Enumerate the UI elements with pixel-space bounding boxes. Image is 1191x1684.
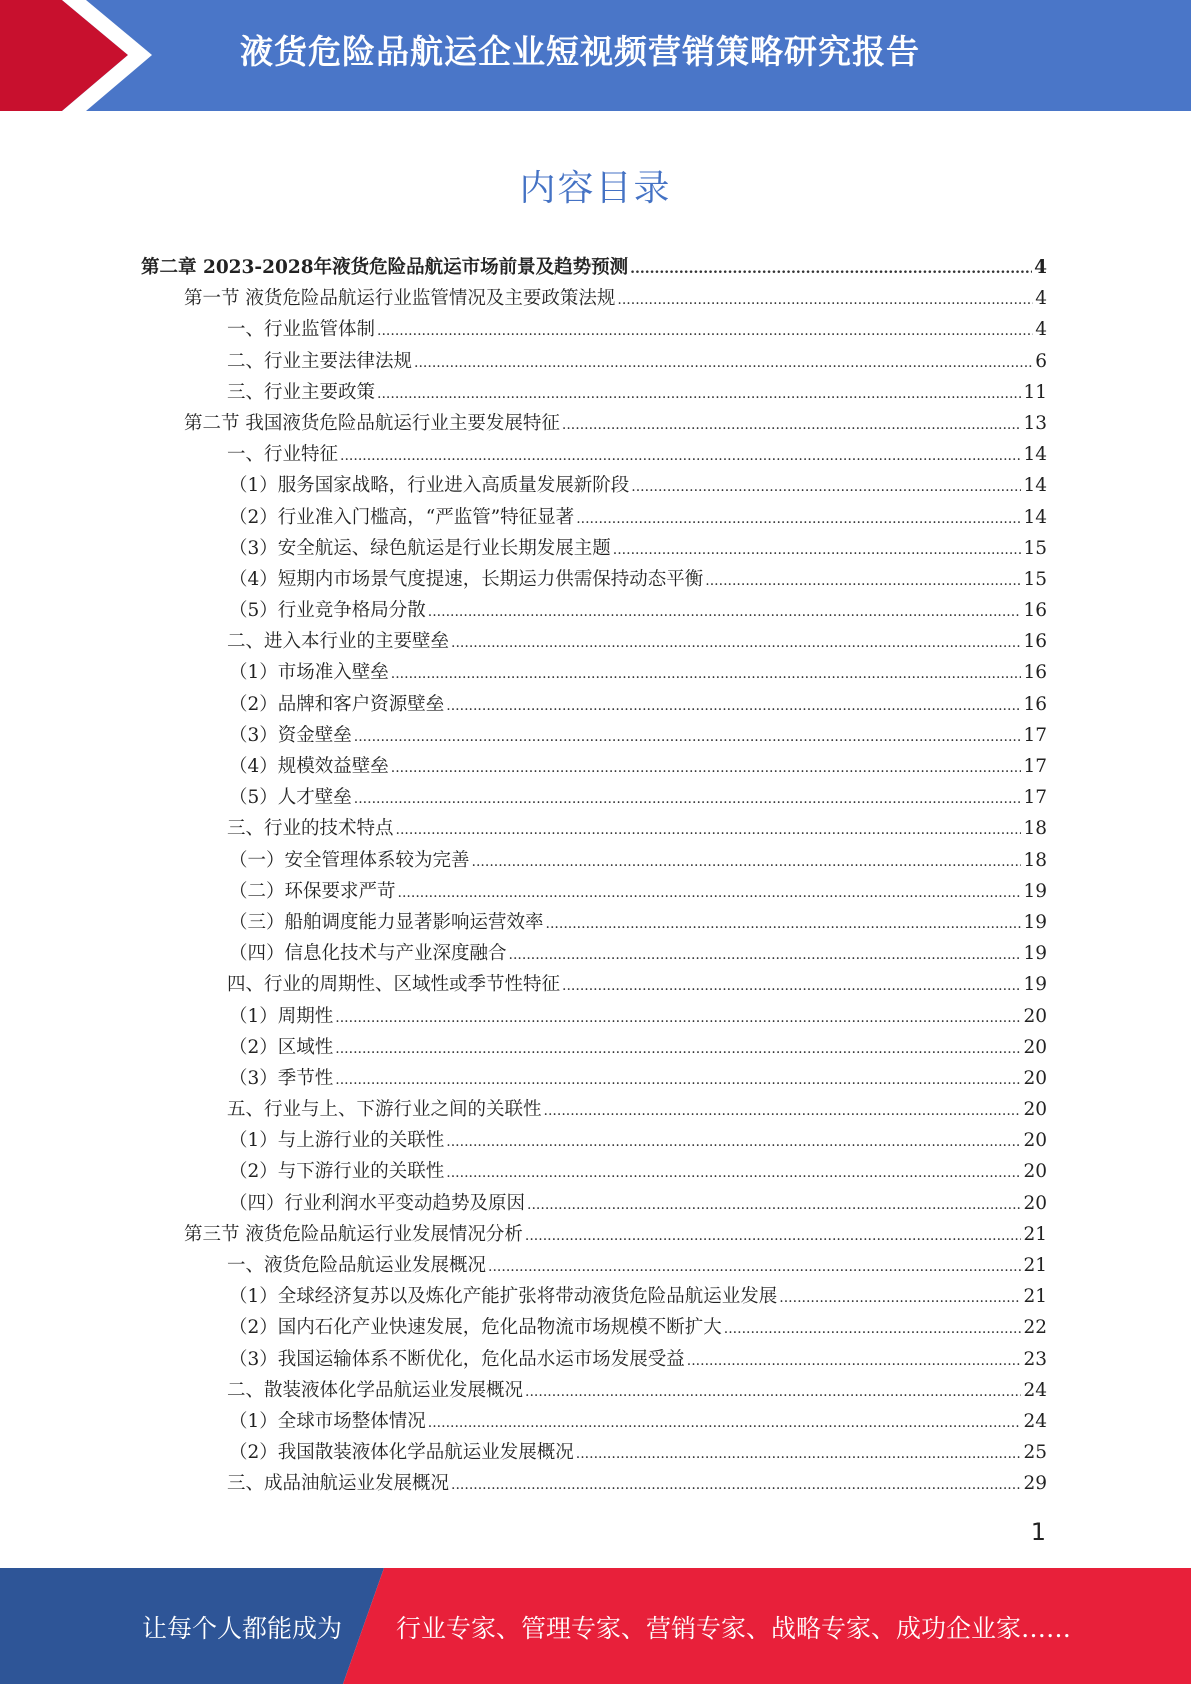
toc-leader-dots <box>335 1041 1021 1057</box>
toc-entry-page: 22 <box>1023 1317 1047 1339</box>
toc-leader-dots <box>446 1165 1021 1181</box>
toc-leader-dots <box>525 1228 1022 1244</box>
toc-entry-text: （4）规模效益壁垒 <box>229 756 389 777</box>
toc-entry-text: （1）全球市场整体情况 <box>229 1410 426 1432</box>
toc-entry-page: 18 <box>1023 818 1047 840</box>
toc-leader-dots <box>451 1477 1021 1493</box>
toc-entry-text: 三、行业主要政策 <box>227 381 376 403</box>
toc-entry[interactable] <box>141 1033 1047 1064</box>
toc-entry[interactable] <box>141 846 1047 877</box>
toc-leader-dots <box>630 261 1032 277</box>
toc-entry-page: 14 <box>1023 506 1047 528</box>
toc-leader-dots <box>354 791 1022 807</box>
toc-entry-text: （3）资金壁垒 <box>229 724 352 746</box>
toc-leader-dots <box>377 323 1033 339</box>
toc-entry[interactable] <box>141 1157 1047 1188</box>
toc-leader-dots <box>544 1103 1022 1119</box>
toc-entry[interactable] <box>141 939 1047 970</box>
toc-entry-page: 4 <box>1035 288 1047 310</box>
toc-entry-page: 15 <box>1023 568 1047 590</box>
toc-entry[interactable] <box>141 1189 1047 1220</box>
toc-entry[interactable] <box>141 690 1047 721</box>
toc-leader-dots <box>613 542 1022 558</box>
toc-entry[interactable] <box>141 877 1047 908</box>
toc-entry-text: 三、成品油航运业发展概况 <box>227 1473 450 1495</box>
toc-entry[interactable] <box>141 471 1047 502</box>
toc-entry-text: （2）行业准入门槛高，“严监管”特征显著 <box>229 506 575 528</box>
toc-entry-page: 4 <box>1035 319 1047 341</box>
toc-entry[interactable] <box>141 1095 1047 1126</box>
toc-entry[interactable] <box>141 1220 1047 1251</box>
toc-entry-text: 二、行业主要法律法规 <box>227 350 413 372</box>
toc-entry[interactable] <box>141 1126 1047 1157</box>
toc-entry-text: （1）与上游行业的关联性 <box>229 1130 445 1152</box>
toc-entry-page: 21 <box>1023 1286 1047 1308</box>
toc-leader-dots <box>576 511 1021 527</box>
toc-leader-dots <box>562 978 1021 994</box>
toc-entry-text: 一、行业特征 <box>227 444 339 466</box>
toc-entry[interactable] <box>141 970 1047 1001</box>
toc-entry-page: 16 <box>1023 631 1047 653</box>
toc-entry[interactable] <box>141 440 1047 471</box>
toc-leader-dots <box>687 1353 1022 1369</box>
toc-entry[interactable] <box>141 378 1047 409</box>
toc-entry[interactable] <box>141 627 1047 658</box>
toc-entry-page: 20 <box>1023 1161 1047 1183</box>
footer-slogan-right: 行业专家、管理专家、营销专家、战略专家、成功企业家…… <box>396 1614 1072 1643</box>
toc-entry-text: （2）我国散装液体化学品航运业发展概况 <box>229 1442 574 1464</box>
toc-entry-text: （四）行业利润水平变动趋势及原因 <box>229 1192 526 1214</box>
toc-leader-dots <box>451 635 1021 651</box>
toc-entry-page: 20 <box>1023 1192 1047 1214</box>
footer-banner <box>0 1568 1191 1684</box>
toc-leader-dots <box>705 573 1021 589</box>
toc-entry-page: 20 <box>1023 1036 1047 1058</box>
toc-entry[interactable] <box>141 347 1047 378</box>
toc-entry-page: 13 <box>1023 412 1047 434</box>
toc-entry[interactable] <box>141 783 1047 814</box>
toc-entry-text: 第二节 我国液货危险品航运行业主要发展特征 <box>184 412 560 434</box>
toc-leader-dots <box>335 1010 1021 1026</box>
toc-entry-text: 五、行业与上、下游行业之间的关联性 <box>227 1099 542 1121</box>
toc-entry-page: 21 <box>1023 1255 1047 1276</box>
toc-leader-dots <box>428 1415 1022 1431</box>
toc-leader-dots <box>391 760 1022 776</box>
toc-entry-text: 二、进入本行业的主要壁垒 <box>227 631 450 653</box>
toc-entry[interactable] <box>141 1376 1047 1407</box>
toc-entry[interactable] <box>141 1407 1047 1438</box>
toc-entry[interactable] <box>141 1469 1047 1500</box>
toc-leader-dots <box>414 355 1033 371</box>
toc-entry-page: 19 <box>1023 943 1047 965</box>
toc-entry-page: 29 <box>1023 1473 1047 1495</box>
toc-entry-text: （2）国内石化产业快速发展，危化品物流市场规模不断扩大 <box>229 1317 722 1339</box>
toc-entry-text: （1）全球经济复苏以及炼化产能扩张将带动液货危险品航运业发展 <box>229 1286 778 1308</box>
toc-entry-text: （3）我国运输体系不断优化，危化品水运市场发展受益 <box>229 1348 685 1370</box>
toc-leader-dots <box>509 947 1022 963</box>
toc-entry-page: 24 <box>1023 1410 1047 1432</box>
toc-entry-page: 17 <box>1023 756 1047 777</box>
toc-entry-page: 20 <box>1023 1005 1047 1027</box>
toc-entry-page: 6 <box>1035 350 1047 372</box>
toc-entry[interactable] <box>141 315 1047 346</box>
toc-entry-page: 20 <box>1023 1099 1047 1121</box>
toc-entry-text: （2）与下游行业的关联性 <box>229 1161 445 1183</box>
toc-entry[interactable] <box>141 284 1047 315</box>
toc-entry-page: 11 <box>1023 381 1047 403</box>
toc-entry[interactable] <box>141 721 1047 752</box>
toc-entry[interactable] <box>141 1282 1047 1313</box>
toc-leader-dots <box>562 417 1022 433</box>
toc-entry-page: 16 <box>1023 693 1047 715</box>
toc-entry-text: （5）人才壁垒 <box>229 787 352 809</box>
toc-entry[interactable] <box>141 658 1047 689</box>
toc-leader-dots <box>398 885 1022 901</box>
toc-entry-text: 第三节 液货危险品航运行业发展情况分析 <box>184 1223 523 1245</box>
toc-entry-page: 19 <box>1023 974 1047 996</box>
toc-leader-dots <box>335 1072 1021 1088</box>
toc-entry-page: 20 <box>1023 1130 1047 1152</box>
toc-leader-dots <box>446 698 1021 714</box>
toc-entry-page: 18 <box>1023 849 1047 871</box>
toc-entry-page: 23 <box>1023 1348 1047 1370</box>
toc-leader-dots <box>446 1134 1021 1150</box>
toc-leader-dots <box>576 1446 1022 1462</box>
toc-leader-dots <box>428 604 1022 620</box>
toc-entry-text: 一、行业监管体制 <box>227 319 376 341</box>
toc-leader-dots <box>340 448 1021 464</box>
toc-leader-dots <box>525 1384 1021 1400</box>
toc-entry-page: 4 <box>1034 257 1047 278</box>
toc-entry-page: 17 <box>1023 787 1047 809</box>
toc-entry[interactable] <box>141 1064 1047 1095</box>
toc-entry-text: （2）品牌和客户资源壁垒 <box>229 693 445 715</box>
toc-entry-page: 25 <box>1023 1442 1047 1464</box>
toc-entry-text: （二）环保要求严苛 <box>229 880 396 902</box>
toc-entry-text: （四）信息化技术与产业深度融合 <box>229 943 507 965</box>
toc-entry[interactable] <box>141 534 1047 565</box>
toc-leader-dots <box>546 916 1022 932</box>
toc-leader-dots <box>488 1259 1021 1275</box>
toc-list <box>141 253 1047 1501</box>
toc-entry[interactable] <box>141 1251 1047 1282</box>
toc-entry[interactable] <box>141 752 1047 783</box>
report-title: 液货危险品航运企业短视频营销策略研究报告 <box>240 32 920 71</box>
toc-entry-page: 19 <box>1023 880 1047 902</box>
toc-entry-text: 四、行业的周期性、区域性或季节性特征 <box>227 974 561 996</box>
toc-leader-dots <box>779 1290 1021 1306</box>
toc-leader-dots <box>527 1197 1021 1213</box>
toc-entry-page: 16 <box>1023 662 1047 684</box>
toc-entry-text: （1）市场准入壁垒 <box>229 662 389 684</box>
toc-leader-dots <box>617 292 1033 308</box>
toc-leader-dots <box>396 822 1022 838</box>
toc-entry[interactable] <box>141 908 1047 939</box>
toc-entry-page: 19 <box>1023 911 1047 933</box>
toc-leader-dots <box>377 386 1021 402</box>
toc-entry-text: 第一节 液货危险品航运行业监管情况及主要政策法规 <box>184 288 616 310</box>
toc-leader-dots <box>472 854 1022 870</box>
toc-entry-page: 20 <box>1023 1067 1047 1089</box>
toc-entry-text: 二、散装液体化学品航运业发展概况 <box>227 1379 524 1401</box>
toc-entry[interactable] <box>141 565 1047 596</box>
toc-entry-text: （2）区域性 <box>229 1036 334 1058</box>
toc-entry[interactable] <box>141 253 1047 284</box>
toc-entry-page: 14 <box>1023 444 1047 466</box>
toc-entry[interactable] <box>141 814 1047 845</box>
toc-entry[interactable] <box>141 503 1047 534</box>
toc-entry[interactable] <box>141 1002 1047 1033</box>
toc-entry-text: （5）行业竞争格局分散 <box>229 600 426 622</box>
toc-entry-text: （1）服务国家战略，行业进入高质量发展新阶段 <box>229 475 630 497</box>
toc-entry[interactable] <box>141 1345 1047 1376</box>
toc-entry-text: 第二章 2023-2028年液货危险品航运市场前景及趋势预测 <box>141 257 629 278</box>
toc-entry-text: （三）船舶调度能力显著影响运营效率 <box>229 911 544 933</box>
toc-entry-text: 三、行业的技术特点 <box>227 818 394 840</box>
toc-entry-text: 一、液货危险品航运业发展概况 <box>227 1255 487 1276</box>
toc-entry-text: （3）安全航运、绿色航运是行业长期发展主题 <box>229 537 611 559</box>
toc-entry[interactable] <box>141 1313 1047 1344</box>
header-banner <box>0 0 1191 111</box>
toc-entry-page: 16 <box>1023 600 1047 622</box>
toc-entry-text: （3）季节性 <box>229 1067 334 1089</box>
toc-entry-page: 21 <box>1023 1223 1047 1245</box>
page-number: 1 <box>1030 1518 1046 1546</box>
toc-entry-page: 15 <box>1023 537 1047 559</box>
toc-entry[interactable] <box>141 1438 1047 1469</box>
toc-entry-page: 17 <box>1023 724 1047 746</box>
toc-leader-dots <box>391 666 1022 682</box>
toc-title: 内容目录 <box>519 168 672 209</box>
toc-entry-text: （一）安全管理体系较为完善 <box>229 849 470 871</box>
toc-entry-text: （1）周期性 <box>229 1005 334 1027</box>
toc-entry-page: 14 <box>1023 475 1047 497</box>
toc-entry-text: （4）短期内市场景气度提速，长期运力供需保持动态平衡 <box>229 568 704 590</box>
footer-slogan-left: 让每个人都能成为 <box>142 1614 343 1643</box>
toc-leader-dots <box>724 1321 1022 1337</box>
toc-leader-dots <box>354 729 1022 745</box>
toc-entry[interactable] <box>141 596 1047 627</box>
toc-entry-page: 24 <box>1023 1379 1047 1401</box>
toc-entry[interactable] <box>141 409 1047 440</box>
toc-leader-dots <box>631 479 1021 495</box>
